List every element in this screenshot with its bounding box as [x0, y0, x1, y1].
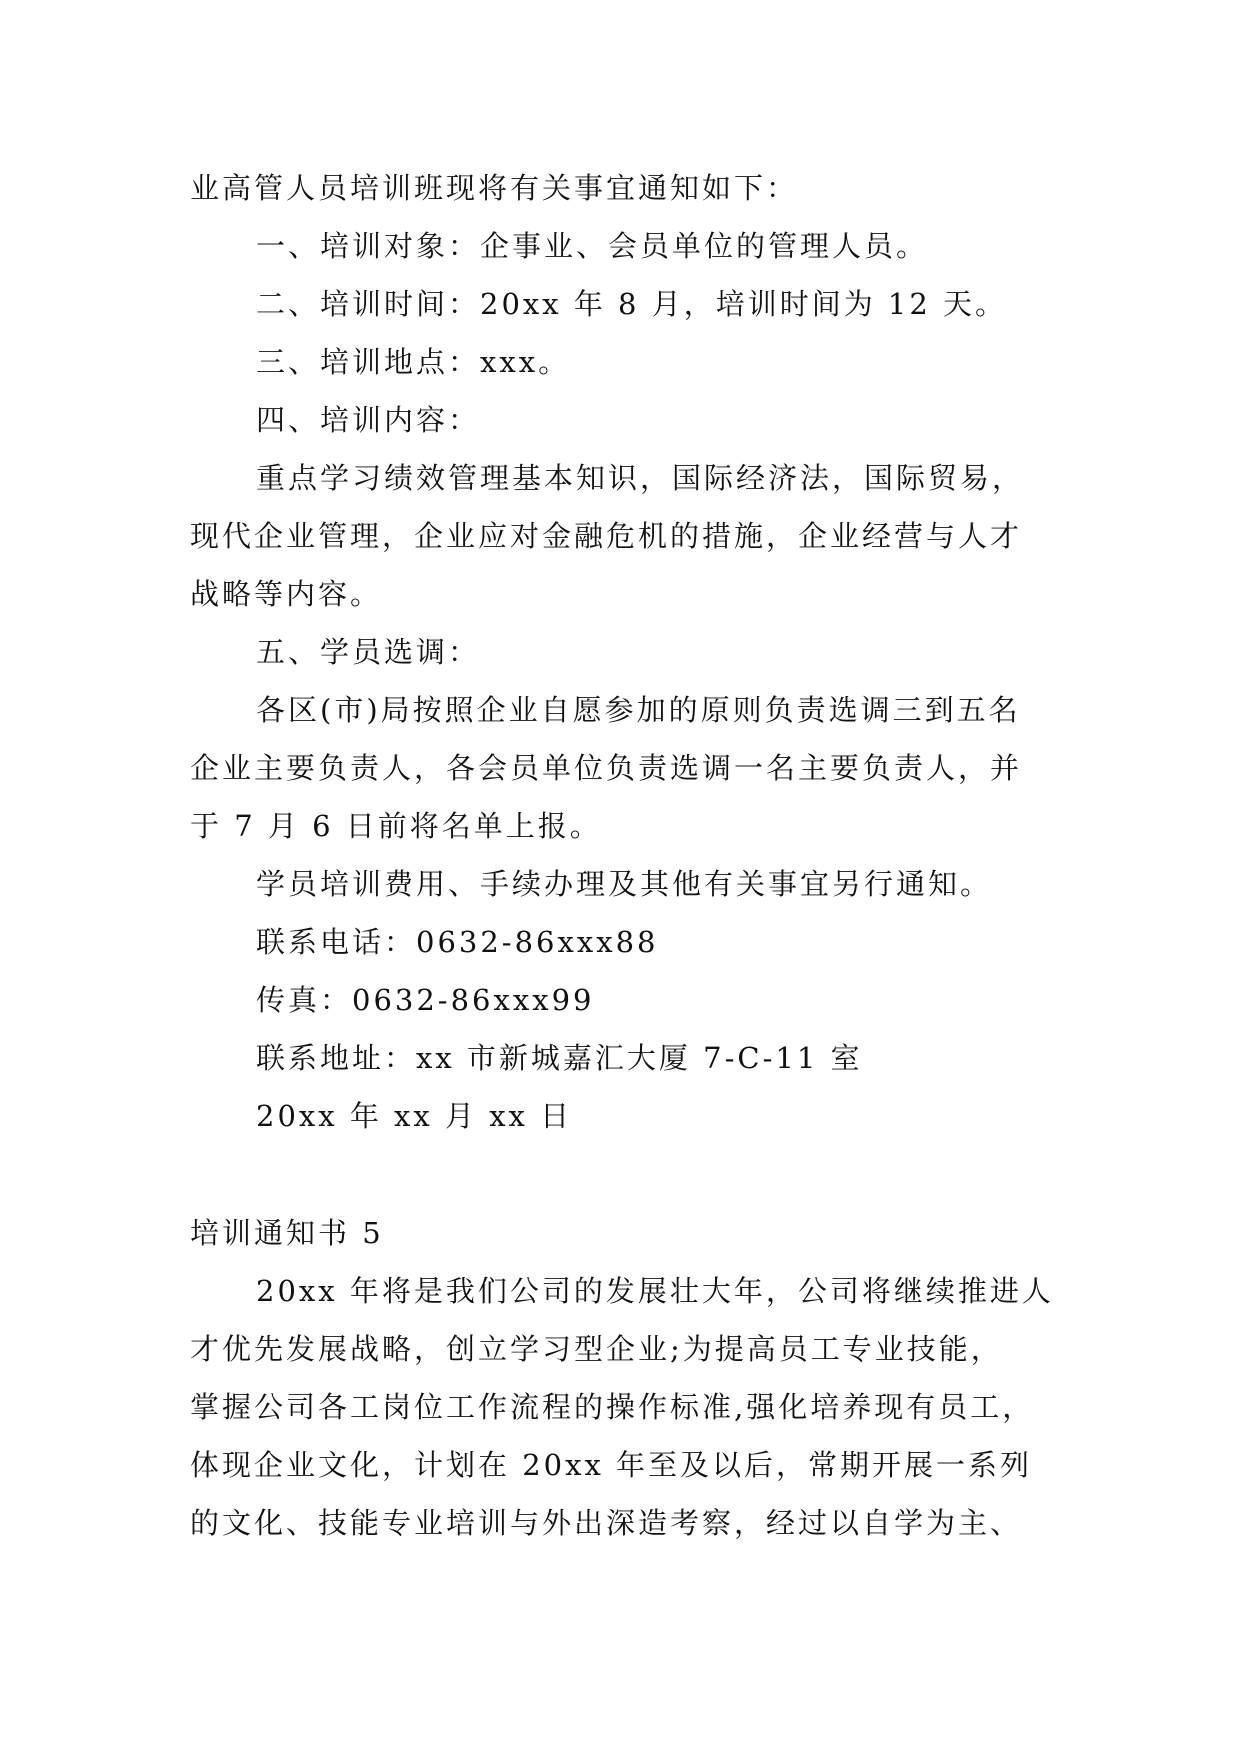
contact-phone: 联系电话：0632-86xxx88	[256, 925, 659, 959]
paragraph-line: 各区(市)局按照企业自愿参加的原则负责选调三到五名	[256, 693, 1021, 727]
paragraph-line: 重点学习绩效管理基本知识，国际经济法，国际贸易，	[256, 461, 1025, 495]
paragraph-line: 20xx 年将是我们公司的发展壮大年，公司将继续推进人	[256, 1274, 1054, 1308]
paragraph-line: 企业主要负责人，各会员单位负责选调一名主要负责人，并	[190, 751, 1023, 785]
paragraph-line: 四、培训内容：	[256, 403, 481, 437]
paragraph-line: 学员培训费用、手续办理及其他有关事宜另行通知。	[256, 867, 993, 901]
paragraph-line: 五、学员选调：	[256, 635, 481, 669]
paragraph-line: 体现企业文化，计划在 20xx 年至及以后，常期开展一系列	[190, 1448, 1033, 1482]
paragraph-line: 的文化、技能专业培训与外出深造考察，经过以自学为主、	[190, 1506, 1023, 1540]
paragraph-line: 现代企业管理，企业应对金融危机的措施，企业经营与人才	[190, 519, 1023, 553]
paragraph-line: 才优先发展战略，创立学习型企业;为提高员工专业技能，	[190, 1332, 1003, 1366]
paragraph-line: 一、培训对象：企事业、会员单位的管理人员。	[256, 229, 929, 263]
section-title: 培训通知书 5	[190, 1216, 384, 1250]
document-date: 20xx 年 xx 月 xx 日	[256, 1099, 573, 1133]
contact-fax: 传真：0632-86xxx99	[256, 983, 595, 1017]
paragraph-line: 二、培训时间：20xx 年 8 月，培训时间为 12 天。	[256, 287, 1008, 321]
paragraph-line: 业高管人员培训班现将有关事宜通知如下：	[190, 171, 799, 205]
paragraph-line: 战略等内容。	[190, 577, 383, 611]
paragraph-line: 于 7 月 6 日前将名单上报。	[190, 809, 602, 843]
contact-address: 联系地址：xx 市新城嘉汇大厦 7-C-11 室	[256, 1041, 863, 1075]
paragraph-line: 掌握公司各工岗位工作流程的操作标准,强化培养现有员工，	[190, 1390, 1035, 1424]
paragraph-line: 三、培训地点：xxx。	[256, 345, 571, 379]
